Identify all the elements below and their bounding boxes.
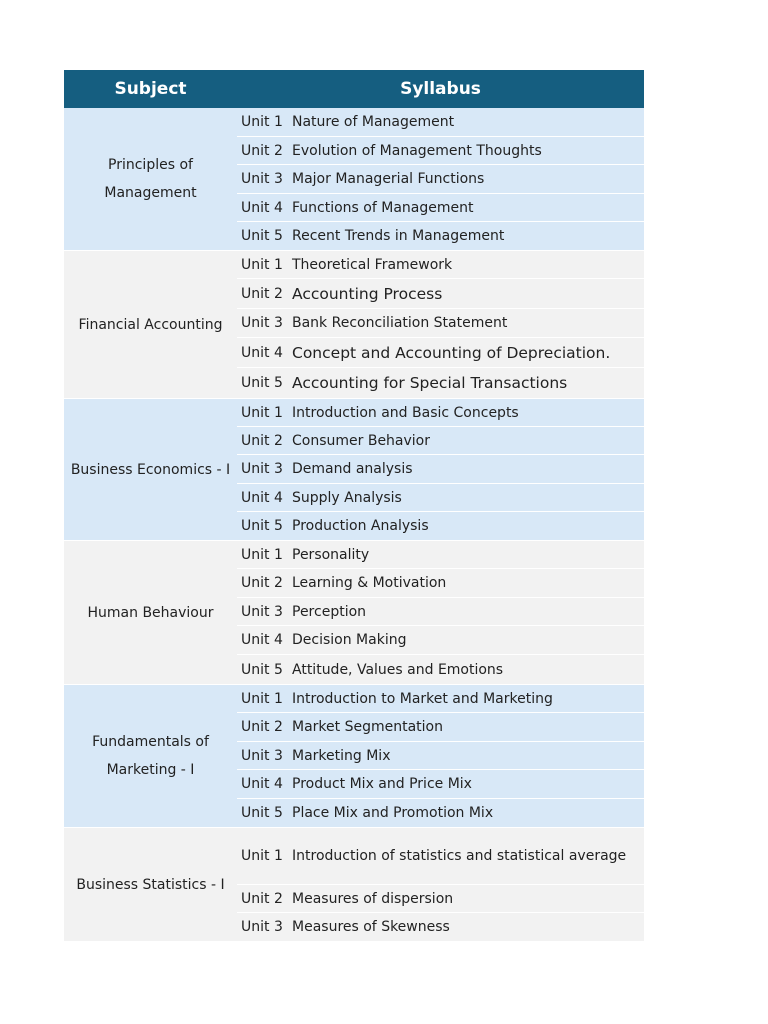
- subject-group: [64, 108, 644, 251]
- unit-label: Unit 2: [241, 142, 283, 159]
- table-row: [237, 742, 644, 770]
- unit-topic: Demand analysis: [292, 461, 413, 477]
- table-row: [237, 194, 644, 222]
- table-row: [237, 569, 644, 598]
- unit-topic: Decision Making: [292, 632, 407, 648]
- unit-topic: Learning & Motivation: [292, 575, 447, 591]
- subject-name: Business Statistics - I: [64, 828, 237, 941]
- table-row: [237, 222, 644, 250]
- unit-label: Unit 1: [241, 690, 283, 707]
- subject-name: Financial Accounting: [64, 251, 237, 398]
- unit-topic: Evolution of Management Thoughts: [292, 142, 542, 159]
- unit-label: Unit 1: [241, 404, 283, 421]
- unit-label: Unit 2: [241, 575, 283, 591]
- unit-topic: Theoretical Framework: [292, 256, 453, 273]
- subject-name: Business Economics - I: [64, 399, 237, 540]
- syllabus-table: [64, 70, 644, 942]
- subject-name: Human Behaviour: [64, 541, 237, 684]
- subject-group: [64, 251, 644, 399]
- unit-topic: Place Mix and Promotion Mix: [292, 805, 494, 821]
- table-row: [237, 108, 644, 137]
- unit-label: Unit 3: [241, 171, 283, 187]
- unit-list: [237, 108, 644, 250]
- subject-name: Principles of Management: [64, 108, 237, 250]
- unit-label: Unit 3: [241, 461, 283, 477]
- unit-label: Unit 5: [241, 375, 283, 391]
- syllabus-column-header: Syllabus: [400, 79, 481, 99]
- table-row: [237, 165, 644, 194]
- unit-topic: Supply Analysis: [292, 489, 402, 506]
- unit-topic: Accounting Process: [292, 284, 443, 303]
- unit-label: Unit 4: [241, 489, 283, 506]
- unit-label: Unit 2: [241, 285, 283, 302]
- unit-topic: Bank Reconciliation Statement: [292, 315, 508, 331]
- table-row: [237, 799, 644, 827]
- table-row: [237, 338, 644, 368]
- unit-label: Unit 1: [241, 256, 283, 273]
- table-row: [237, 913, 644, 941]
- unit-list: [237, 541, 644, 684]
- unit-topic: Recent Trends in Management: [292, 228, 505, 244]
- subject-group: [64, 828, 644, 942]
- unit-topic: Consumer Behavior: [292, 432, 431, 449]
- subject-group: [64, 685, 644, 828]
- table-row: [237, 541, 644, 569]
- unit-list: [237, 399, 644, 540]
- unit-label: Unit 1: [241, 848, 283, 864]
- unit-topic: Production Analysis: [292, 518, 429, 534]
- unit-topic: Market Segmentation: [292, 719, 443, 735]
- unit-label: Unit 5: [241, 661, 283, 678]
- unit-label: Unit 2: [241, 890, 283, 907]
- unit-topic: Measures of Skewness: [292, 919, 450, 935]
- table-row: [237, 655, 644, 684]
- unit-topic: Accounting for Special Transactions: [292, 374, 568, 392]
- unit-label: Unit 2: [241, 719, 283, 735]
- unit-list: [237, 251, 644, 398]
- table-row: [237, 309, 644, 338]
- unit-topic: Personality: [292, 546, 370, 563]
- unit-list: [237, 685, 644, 827]
- unit-label: Unit 3: [241, 747, 283, 764]
- unit-topic: Perception: [292, 603, 367, 620]
- unit-topic: Introduction to Market and Marketing: [292, 690, 553, 707]
- table-row: [237, 512, 644, 540]
- unit-label: Unit 2: [241, 432, 283, 449]
- unit-label: Unit 4: [241, 199, 283, 216]
- table-row: [237, 685, 644, 713]
- table-row: [237, 828, 644, 885]
- subject-column-header: Subject: [114, 79, 187, 99]
- unit-label: Unit 3: [241, 919, 283, 935]
- table-row: [237, 770, 644, 799]
- table-row: [237, 279, 644, 309]
- unit-topic: Measures of dispersion: [292, 890, 454, 907]
- unit-topic: Major Managerial Functions: [292, 171, 485, 187]
- table-row: [237, 251, 644, 279]
- subject-name: Fundamentals of Marketing - I: [64, 685, 237, 827]
- unit-topic: Functions of Management: [292, 199, 474, 216]
- unit-label: Unit 5: [241, 518, 283, 534]
- unit-topic: Attitude, Values and Emotions: [292, 661, 504, 678]
- unit-topic: Product Mix and Price Mix: [292, 776, 472, 792]
- table-row: [237, 484, 644, 512]
- subject-group: [64, 399, 644, 541]
- table-row: [237, 455, 644, 484]
- table-row: [237, 368, 644, 398]
- unit-label: Unit 3: [241, 603, 283, 620]
- unit-label: Unit 4: [241, 344, 283, 361]
- table-row: [237, 399, 644, 427]
- unit-label: Unit 4: [241, 632, 283, 648]
- unit-label: Unit 1: [241, 546, 283, 563]
- table-row: [237, 713, 644, 742]
- table-header: [64, 70, 644, 108]
- unit-label: Unit 3: [241, 315, 283, 331]
- unit-label: Unit 4: [241, 776, 283, 792]
- unit-label: Unit 1: [241, 114, 283, 130]
- table-row: [237, 885, 644, 913]
- subject-group: [64, 541, 644, 685]
- unit-list: [237, 828, 644, 941]
- table-row: [237, 137, 644, 165]
- unit-topic: Marketing Mix: [292, 747, 391, 764]
- unit-topic: Introduction of statistics and statistical average: [292, 848, 627, 864]
- table-row: [237, 427, 644, 455]
- table-row: [237, 598, 644, 626]
- table-row: [237, 626, 644, 655]
- unit-topic: Introduction and Basic Concepts: [292, 404, 519, 421]
- unit-label: Unit 5: [241, 805, 283, 821]
- unit-topic: Concept and Accounting of Depreciation.: [292, 343, 611, 362]
- unit-label: Unit 5: [241, 228, 283, 244]
- unit-topic: Nature of Management: [292, 114, 455, 130]
